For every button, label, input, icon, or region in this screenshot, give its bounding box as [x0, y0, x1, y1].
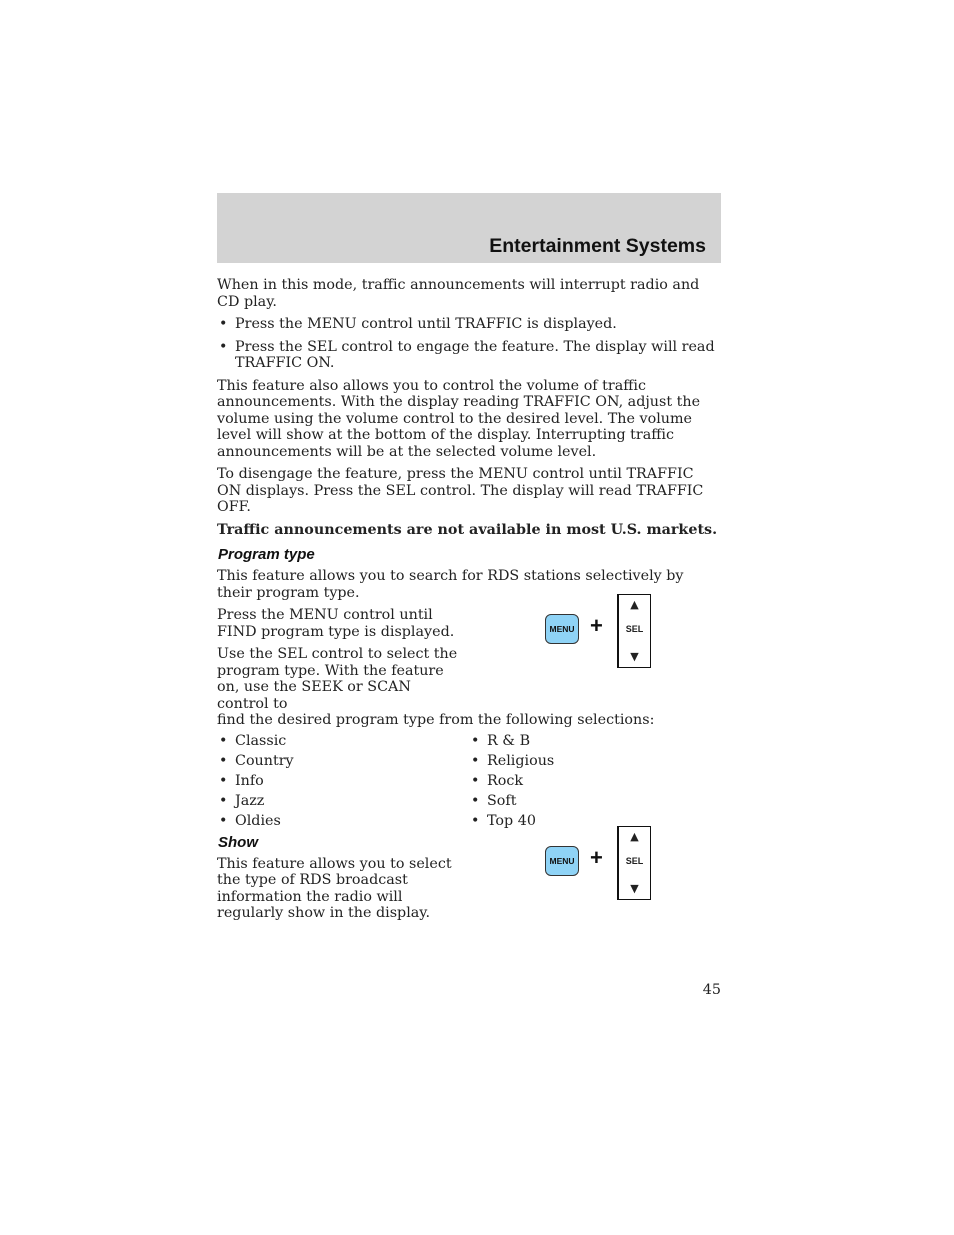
list-item: • Soft: [469, 793, 721, 810]
down-arrow-icon: ▼: [630, 882, 639, 895]
program-type-sel-step-a: Use the SEL control to select the program type. With the feature on, use the SEEK or SCAN control to: [217, 646, 458, 712]
list-item: • Country: [217, 753, 469, 770]
program-type-intro: This feature allows you to search for RDS stations selectively by their program type.: [217, 568, 684, 601]
page-number: 45: [702, 982, 721, 998]
list-item: • Religious: [469, 753, 721, 770]
plus-sign: +: [590, 613, 603, 638]
show-heading: Show: [218, 833, 258, 851]
menu-button: MENU: [545, 614, 579, 644]
list-item: • Top 40: [469, 813, 721, 830]
header-band: [217, 193, 721, 263]
list-item: • Press the SEL control to engage the feature. The display will read TRAFFIC ON.: [217, 339, 721, 372]
list-item: • Press the MENU control until TRAFFIC is displayed.: [217, 316, 721, 333]
up-arrow-icon: ▲: [630, 598, 639, 611]
sel-control: [617, 594, 651, 668]
volume-paragraph: This feature also allows you to control the volume of traffic announcements. With the display reading TRAFFIC ON, adjust the volume using the volume control to the desired level. The volume level will show at the bottom of the display. Interrupting traffic announcements will be at the selected volume level.: [217, 377, 701, 460]
program-type-heading: Program type: [218, 546, 315, 563]
list-item: • Classic: [217, 733, 469, 750]
list-item: • Jazz: [217, 793, 469, 810]
menu-sel-diagram: [545, 594, 655, 670]
sel-label: SEL: [625, 856, 644, 866]
up-arrow-icon: ▲: [630, 830, 639, 843]
section-title: Entertainment Systems: [489, 235, 706, 257]
availability-note: Traffic announcements are not available in most U.S. markets.: [217, 521, 718, 538]
list-item: • Oldies: [217, 813, 469, 830]
plus-sign: +: [590, 845, 603, 870]
list-item: • Info: [217, 773, 469, 790]
program-type-list-left: [217, 733, 469, 833]
program-type-list: [217, 733, 721, 833]
menu-sel-diagram: [545, 826, 655, 902]
list-item: • Rock: [469, 773, 721, 790]
list-item: • R & B: [469, 733, 721, 750]
disengage-paragraph: To disengage the feature, press the MENU control until TRAFFIC ON displays. Press the SEL control. The display will read TRAFFIC OFF.: [217, 466, 704, 515]
menu-button: MENU: [545, 846, 579, 876]
sel-label: SEL: [625, 624, 644, 634]
show-paragraph: This feature allows you to select the type of RDS broadcast information the radio will regularly show in the display.: [217, 855, 452, 921]
program-type-menu-step: Press the MENU control until FIND program type is displayed.: [217, 607, 455, 640]
sel-control: [617, 826, 651, 900]
program-type-sel-step-b: find the desired program type from the following selections:: [217, 712, 655, 728]
program-type-list-right: [469, 733, 721, 833]
intro-paragraph: When in this mode, traffic announcements will interrupt radio and CD play.: [217, 277, 700, 310]
down-arrow-icon: ▼: [630, 650, 639, 663]
